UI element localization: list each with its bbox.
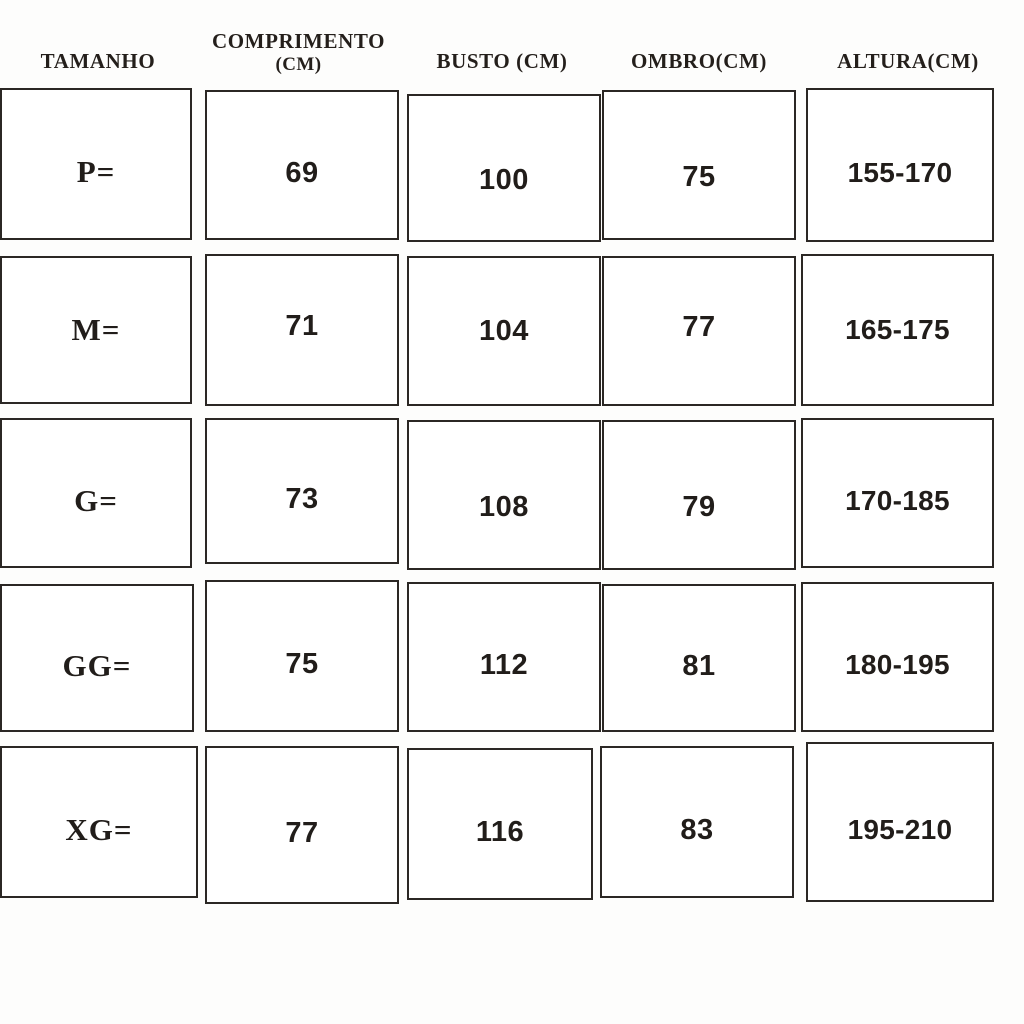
cell-value-altura-xg: 195-210 [847, 814, 953, 845]
table-cell-altura [801, 254, 994, 406]
column-header-comprimento-label: COMPRIMENTO [211, 29, 386, 53]
table-cell-altura [801, 582, 994, 732]
cell-value-size-g: G= [74, 483, 118, 518]
table-cell-comprimento [205, 580, 399, 732]
cell-value-busto-p: 100 [479, 163, 529, 196]
column-header-ombro-label: OMBRO(CM) [630, 49, 768, 73]
cell-value-comprimento-p: 69 [285, 156, 319, 189]
cell-value-size-gg: GG= [62, 648, 132, 683]
cell-value-altura-p: 155-170 [847, 157, 953, 188]
cell-value-comprimento-xg: 77 [285, 816, 319, 849]
table-cell-comprimento [205, 254, 399, 406]
table-cell-busto [407, 420, 601, 570]
table-cell-busto [407, 582, 601, 732]
table-cell-comprimento [205, 90, 399, 240]
table-cell-size [0, 418, 192, 568]
column-header-tamanho [0, 50, 196, 74]
cell-value-size-p: P= [76, 154, 116, 189]
cell-value-ombro-g: 79 [682, 490, 716, 523]
table-cell-ombro [602, 420, 796, 570]
table-cell-altura [806, 88, 994, 242]
table-cell-ombro [602, 584, 796, 732]
column-header-altura [801, 50, 1015, 74]
column-header-busto-label: BUSTO (CM) [436, 49, 568, 73]
table-cell-busto [407, 748, 593, 900]
column-header-busto [404, 50, 600, 74]
table-cell-ombro [600, 746, 794, 898]
table-cell-altura [806, 742, 994, 902]
table-cell-altura [801, 418, 994, 568]
cell-value-comprimento-m: 71 [285, 309, 319, 342]
cell-value-comprimento-gg: 75 [285, 647, 319, 680]
cell-value-altura-gg: 180-195 [845, 649, 950, 680]
column-header-altura-label: ALTURA(CM) [837, 49, 979, 73]
cell-value-ombro-m: 77 [682, 310, 716, 343]
cell-value-comprimento-g: 73 [285, 482, 319, 515]
table-header-row [0, 0, 1024, 88]
table-cell-busto [407, 256, 601, 406]
cell-value-busto-gg: 112 [479, 648, 529, 681]
cell-value-ombro-p: 75 [682, 160, 716, 193]
column-header-comprimento-unit: (CM) [275, 53, 322, 75]
cell-value-ombro-xg: 83 [680, 813, 714, 846]
cell-value-altura-m: 165-175 [845, 314, 950, 345]
column-header-tamanho-label: TAMANHO [40, 49, 156, 73]
cell-value-size-m: M= [71, 312, 121, 347]
table-cell-size [0, 746, 198, 898]
column-header-ombro [601, 50, 797, 74]
column-header-comprimento [196, 30, 401, 75]
table-cell-ombro [602, 90, 796, 240]
table-cell-comprimento [205, 418, 399, 564]
table-cell-size [0, 256, 192, 404]
cell-value-busto-g: 108 [479, 490, 529, 523]
cell-value-size-xg: XG= [65, 812, 133, 847]
cell-value-ombro-gg: 81 [682, 649, 716, 682]
table-cell-size [0, 88, 192, 240]
table-cell-comprimento [205, 746, 399, 904]
cell-value-busto-m: 104 [479, 314, 529, 347]
table-cell-ombro [602, 256, 796, 406]
cell-value-busto-xg: 116 [475, 815, 525, 848]
table-cell-busto [407, 94, 601, 242]
cell-value-altura-g: 170-185 [845, 485, 950, 516]
table-cell-size [0, 584, 194, 732]
